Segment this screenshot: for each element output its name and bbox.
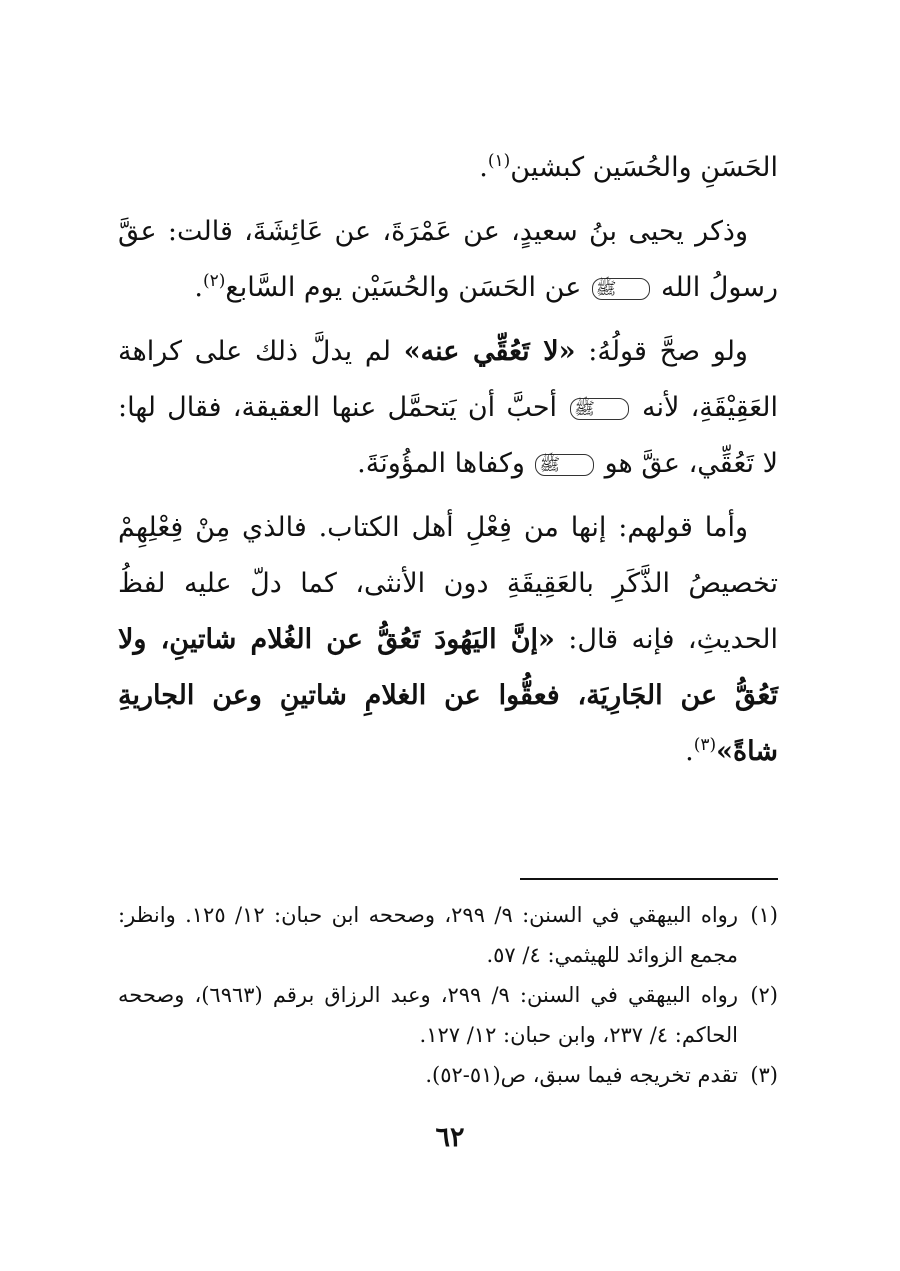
paragraph-4-quote: «إنَّ اليَهُودَ تَعُقُّ عن الغُلام شاتينِ، ولا تَعُقُّ عن الجَارِيَة، فعقُّوا عن الغلامِ شاتينِ وعن الجاريةِ شاةً» (118, 624, 778, 767)
paragraph-3 (118, 324, 778, 492)
paragraph-1 (118, 140, 778, 196)
footnotes (118, 895, 778, 1095)
paragraph-4-end: . (685, 736, 694, 767)
salutation-glyph: ﷺ (570, 398, 629, 420)
footnote-number: (٣) (750, 1063, 778, 1087)
footnote-ref-2[interactable]: (٢) (203, 271, 226, 291)
salutation-glyph: ﷺ (535, 454, 594, 476)
salutation-glyph: ﷺ (592, 278, 651, 300)
paragraph-3-quote: «لا تَعُقِّي عنه» (403, 336, 576, 367)
paragraph-1-end: . (479, 152, 488, 183)
footnote-3 (118, 1055, 778, 1095)
paragraph-4 (118, 500, 778, 780)
footnote-ref-1[interactable]: (١) (487, 151, 511, 171)
main-text (118, 140, 778, 788)
paragraph-2-text: وذكر يحيى بنُ سعيدٍ، عن عَمْرَةَ، عن عَائِشَةَ، قالت: عقَّ رسولُ الله (118, 216, 778, 303)
footnote-number: (٢) (750, 983, 778, 1007)
paragraph-3-text-d: وكفاها المؤُونَةَ. (357, 448, 525, 479)
page-number: ٦٢ (435, 1122, 465, 1153)
paragraph-3-text-b: لم يدلَّ ذلك على كراهة العَقِيْقَةِ، لأنه (118, 336, 778, 423)
paragraph-3-text-c: أحبَّ أن يَتحمَّل عنها العقيقة، فقال لها: لا تَعُقِّي، عقَّ هو (118, 392, 778, 479)
footnote-ref-3[interactable]: (٣) (693, 735, 717, 755)
paragraph-2 (118, 204, 778, 316)
paragraph-2-end: . (194, 272, 203, 303)
footnote-text: رواه البيهقي في السنن: ٩/ ٢٩٩، وصححه ابن حبان: ١٢/ ١٢٥. وانظر: مجمع الزوائد للهيثمي: ٤/ ٥٧. (118, 903, 738, 967)
paragraph-2-text-2: عن الحَسَن والحُسَيْن يوم السَّابع (225, 272, 582, 303)
footnote-2 (118, 975, 778, 1055)
paragraph-3-text-a: ولو صحَّ قولُهُ: (588, 336, 748, 367)
footnote-text: تقدم تخريجه فيما سبق، ص(٥١-٥٢). (425, 1063, 738, 1087)
footnote-1 (118, 895, 778, 975)
paragraph-1-text: الحَسَنِ والحُسَين كبشين (510, 152, 778, 183)
footnote-number: (١) (750, 903, 778, 927)
footnote-divider (520, 878, 778, 880)
paragraph-4-text-a: وأما قولهم: إنها من فِعْلِ أهل الكتاب. فالذي مِنْ فِعْلِهِمْ تخصيصُ الذَّكَرِ بالعَقِيقَةِ دون الأنثى، كما دلّ عليه لفظُ الحديثِ، فإنه قال: (118, 512, 778, 655)
footnote-text: رواه البيهقي في السنن: ٩/ ٢٩٩، وعبد الرزاق برقم (٦٩٦٣)، وصححه الحاكم: ٤/ ٢٣٧، وابن حبان: ١٢/ ١٢٧. (118, 983, 738, 1047)
